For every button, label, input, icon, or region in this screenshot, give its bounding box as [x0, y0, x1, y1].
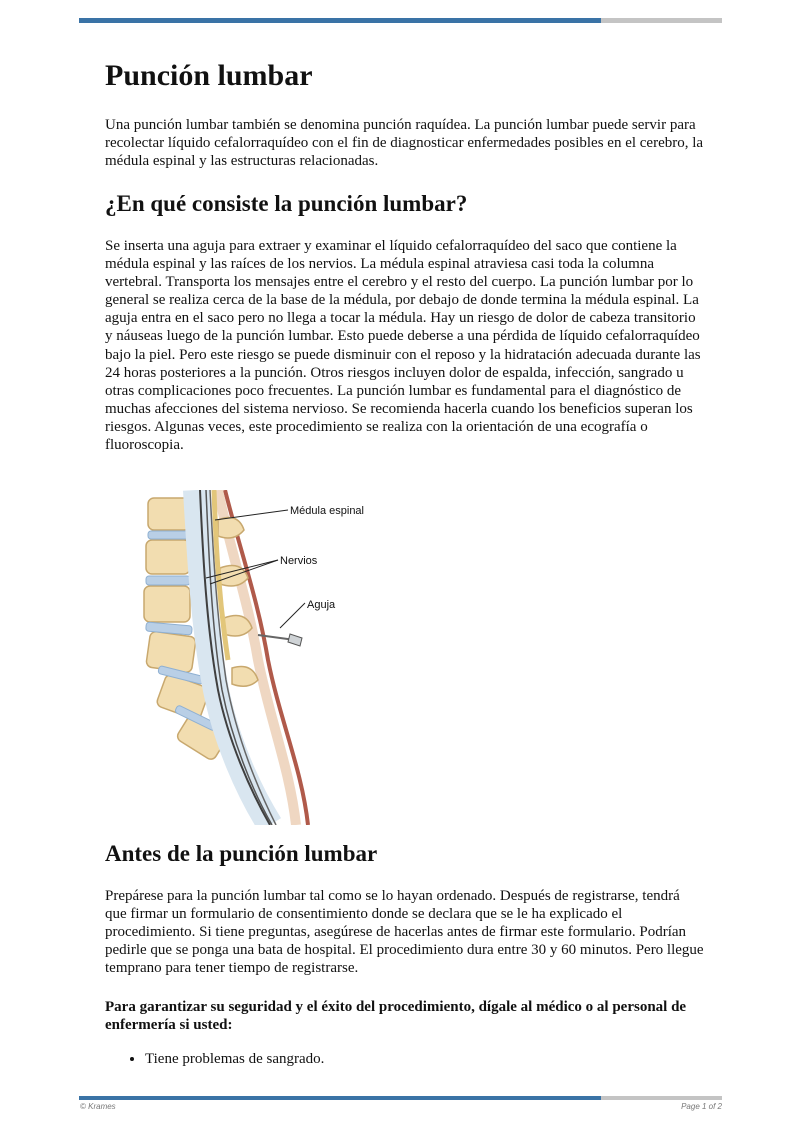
section-heading-before: Antes de la punción lumbar	[105, 841, 378, 866]
safety-list	[105, 1050, 324, 1068]
top-rule	[79, 18, 722, 23]
list-item: • Tiene problemas de sangrado.	[145, 1050, 324, 1068]
intro-paragraph: Una punción lumbar también se denomina punción raquídea. La punción lumbar puede servir para recolectar líquido cefalorraquídeo con el fin de diagnosticar enfermedades posibles en el cerebro, la médula espinal y las estructuras relacionadas.	[105, 117, 704, 170]
section-paragraph-before: Prepárese para la punción lumbar tal como se lo hayan ordenado. Después de registrarse, tendrá que firmar un formulario de consentimiento donde se declara que se le ha explicado el procedimiento. Si tiene preguntas, asegúrese de hacerlas antes de firmar este formulario. Podrían pedirle que se ponga una bata de hospital. El procedimiento dura entre 30 y 60 minutos. Pero llegue temprano para tener tiempo de registrarse.	[105, 888, 704, 977]
label-nerves: Nervios	[280, 555, 318, 567]
label-spinal-cord: Médula espinal	[290, 505, 364, 517]
section-heading-what-is: ¿En qué consiste la punción lumbar?	[105, 191, 468, 216]
label-needle: Aguja	[307, 599, 336, 611]
footer-copyright: © Krames	[80, 1102, 116, 1111]
footer-page-number: Page 1 of 2	[681, 1102, 722, 1111]
safety-instruction: Para garantizar su seguridad y el éxito del procedimiento, dígale al médico o al personal de enfermería si usted:	[105, 999, 687, 1034]
page-title: Punción lumbar	[105, 59, 313, 92]
bottom-rule	[79, 1096, 722, 1100]
lumbar-puncture-illustration	[130, 490, 390, 825]
section-paragraph-what-is: Se inserta una aguja para extraer y examinar el líquido cefalorraquídeo del saco que contiene la médula espinal y las raíces de los nervios. La médula espinal atraviesa casi toda la columna vertebral. Transporta los mensajes entre el cerebro y el resto del cuerpo. La punción lumbar por lo general se realiza cerca de la base de la médula, por debajo de donde termina la médula espinal. La aguja entra en el saco pero no llega a tocar la médula. Hay un riesgo de dolor de cabeza transitorio y náuseas luego de la punción lumbar. Esto puede deberse a una pérdida de líquido cefalorraquídeo bajo la piel. Pero este riesgo se puede disminuir con el reposo y la hidratación adecuada durante las 24 horas posteriores a la punción. Otros riesgos incluyen dolor de espalda, infección, sangrado u otras complicaciones poco frecuentes. La punción lumbar es fundamental para el diagnóstico de muchas afecciones del sistema nervioso. Se recomienda hacerla cuando los beneficios superan los riesgos. Algunas veces, este procedimiento se realiza con la orientación de una ecografía o fluoroscopia.	[105, 238, 701, 454]
